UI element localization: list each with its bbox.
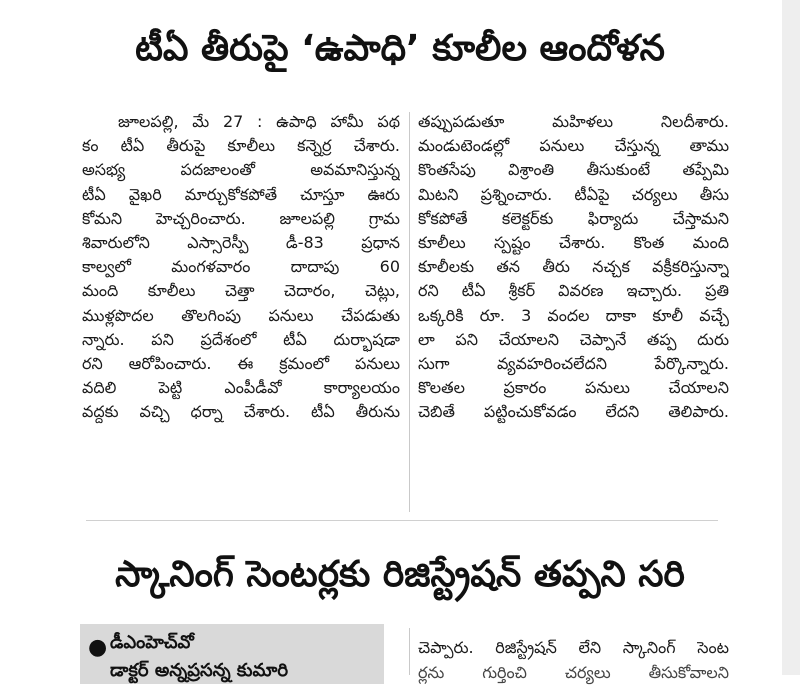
- article-body-line: కూలీలు స్పష్టం చేశారు. కొంత మంది: [418, 233, 729, 253]
- article-body-line: వదిలి పెట్టి ఎంపీడీవో కార్యాలయం: [82, 378, 400, 398]
- highlight-name: డాక్టర్ అన్నప్రసన్న కుమారి: [110, 660, 289, 681]
- article-body-line: కాల్వలో మంగళవారం దాదాపు 60: [82, 257, 400, 277]
- article-headline-scanning-centers: స్కానింగ్ సెంటర్లకు రిజిస్ట్రేషన్ తప్పని సరి: [115, 554, 685, 595]
- article2-body-line: చెప్పారు. రిజిస్ట్రేషన్ లేని స్కానింగ్ సెంట: [418, 638, 729, 657]
- article-body-line: రని ఆరోపించారు. ఈ క్రమంలో పనులు: [82, 354, 400, 374]
- article-body-line: రని టీఏ శ్రీకర్ వివరణ ఇచ్చారు. ప్రతి: [418, 281, 729, 301]
- article-body-line: మిటని ప్రశ్నించారు. టీఏపై చర్యలు తీసు: [418, 184, 729, 204]
- article-body-line: కోమని హెచ్చరించారు. జూలపల్లి గ్రామ: [82, 208, 400, 228]
- article-body-left-column: [82, 110, 400, 425]
- article-body-line: కూలీలకు తన తీరు నచ్చక వక్రీకరిస్తున్నా: [418, 257, 729, 277]
- article-body-line: లా పని చేయాలని చెప్పానే తప్ప దురు: [418, 329, 729, 349]
- article-body-line: జూలపల్లి, మే 27 : ఉపాధి హామీ పథ: [118, 112, 400, 131]
- article-headline-upadhi: టీఏ తీరుపై ‘ఉపాధి’ కూలీల ఆందోళన: [135, 28, 665, 69]
- article-body-line: మండుటెండల్లో పనులు చేస్తున్న తాము: [418, 136, 729, 156]
- article-body-line: సుగా వ్యవహరించలేదని పేర్కొన్నారు.: [418, 354, 729, 374]
- article-body-line: కొలతల ప్రకారం పనులు చేయాలని: [418, 378, 729, 398]
- column-divider: [409, 112, 410, 512]
- article-body-line: న్నారు. పని ప్రదేశంలో టీఏ దుర్భాషడా: [82, 329, 400, 349]
- article-body-line: వద్దకు వచ్చి ధర్నా చేశారు. టీఏ తీరును: [82, 402, 400, 422]
- article-body-line: కం టీఏ తీరుపై కూలీలు కన్నెర్ర చేశారు.: [82, 136, 400, 156]
- article-body-line: టీఏ వైఖరి మార్చుకోకపోతే చూస్తూ ఊరు: [82, 184, 400, 204]
- article2-body-line: ర్లను గుర్తించి చర్యలు తీసుకోవాలని: [418, 663, 729, 682]
- article-body-line: ఒక్కరికి రూ. 3 వందల దాకా కూలీ వచ్చే: [418, 305, 729, 325]
- article-body-right-column: [418, 110, 729, 425]
- article-body-line: కోకపోతే కలెక్టర్‌కు ఫిర్యాదు చేస్తామని: [418, 208, 729, 228]
- article-body-line: మంది కూలీలు చెత్తా చెదారం, చెట్లు,: [82, 281, 400, 301]
- article-body-line: ముళ్లపొదల తొలగింపు పనులు చేపడుతు: [82, 305, 400, 325]
- bullet-icon: ●: [88, 635, 108, 660]
- article-separator: [86, 520, 718, 521]
- article-body-line: తప్పుపడుతూ మహిళలు నిలదీశారు.: [418, 112, 729, 131]
- column-divider-lower: [409, 628, 410, 675]
- article-body-line: కొంతసేపు విశ్రాంతి తీసుకుంటే తప్పేమి: [418, 160, 729, 180]
- article-body-line: అసభ్య పదజాలంతో అవమానిస్తున్న: [82, 160, 400, 180]
- article-body-line: శివారులోని ఎస్సారెస్పీ డీ-83 ప్రధాన: [82, 233, 400, 253]
- highlight-title: డీఎంహెచ్‌వో: [110, 632, 194, 653]
- article-body-line: చెబితే పట్టించుకోవడం లేదని తెలిపారు.: [418, 402, 729, 422]
